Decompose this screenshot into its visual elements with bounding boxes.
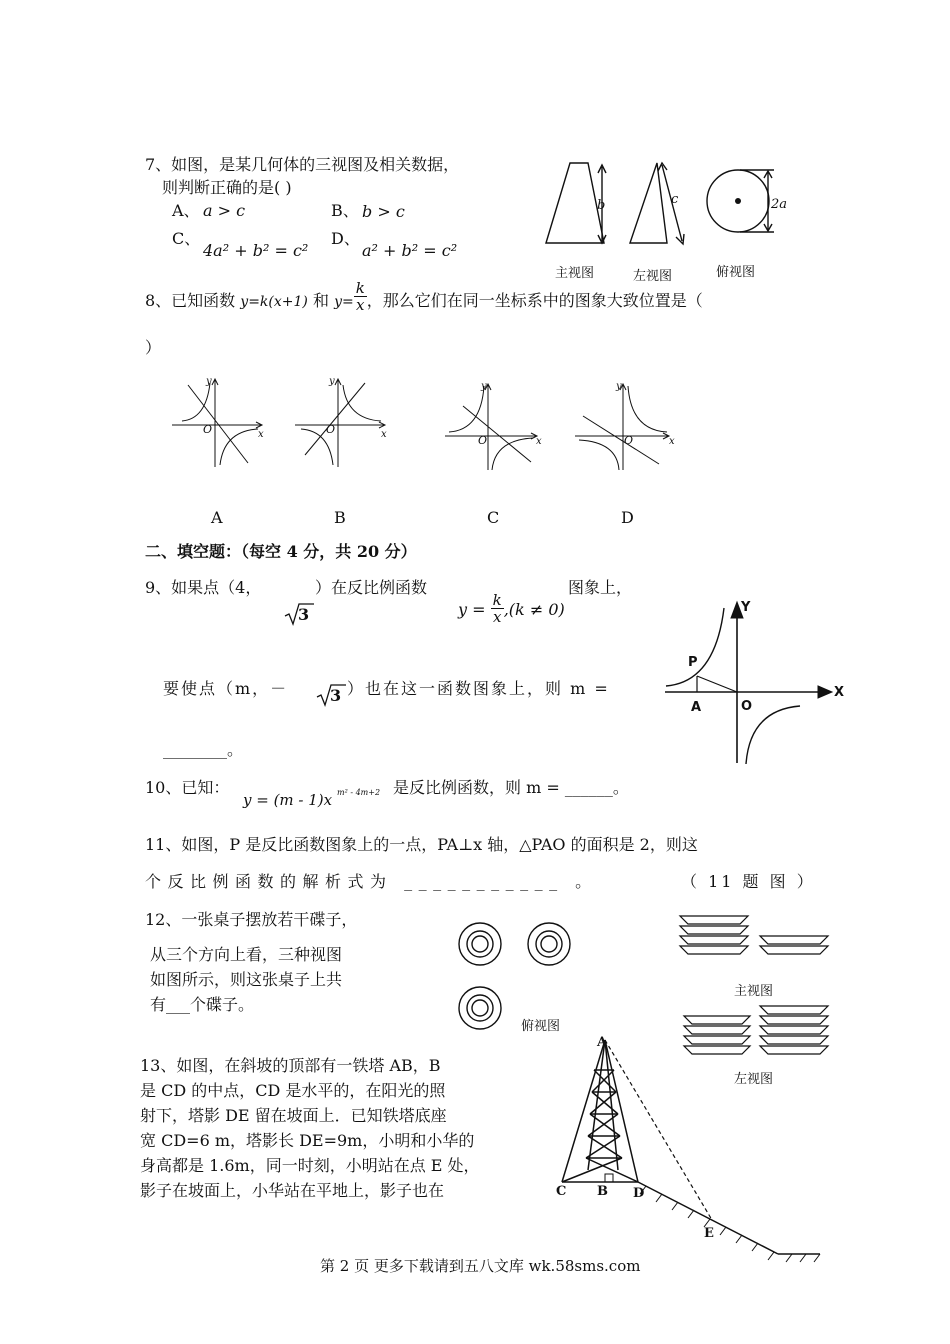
q7-optB-label: B、 xyxy=(331,201,359,220)
q13-fig-A: A xyxy=(597,1035,608,1050)
q8-text-a: 8、已知函数 xyxy=(145,291,241,310)
q8-graph-B xyxy=(293,375,393,470)
q8-text-b: 和 xyxy=(307,291,335,310)
q9-formula-num: k xyxy=(492,591,502,609)
q8-D-x: x xyxy=(669,436,675,447)
q9-formula-fraction xyxy=(491,592,504,625)
main-view-trapezoid xyxy=(546,163,604,243)
q7-line1: 7、如图，是某几何体的三视图及相关数据， xyxy=(145,155,460,174)
q7-view-main-label: 主视图 xyxy=(555,266,595,281)
q7-line2: 则判断正确的是( ) xyxy=(162,178,292,197)
q8-fn1: y=k(x+1) xyxy=(240,294,308,310)
q7-fig-c: c xyxy=(671,192,679,207)
q11-line2: 个反比例函数的解析式为 ___________ 。 xyxy=(145,872,598,891)
page-footer: 第 2 页 更多下载请到五八文库 wk.58sms.com xyxy=(320,1257,641,1275)
q13-fig-B: B xyxy=(597,1184,608,1199)
q8-fn2-num: k xyxy=(355,279,365,297)
q11-fig-O: O xyxy=(741,699,753,714)
q9-line1c: 图象上， xyxy=(568,578,633,597)
q8-line xyxy=(145,279,703,314)
q12-main-view-label: 主视图 xyxy=(734,984,774,999)
q7-optA-label: A、 xyxy=(172,201,200,220)
q8-label-B: B xyxy=(334,508,346,527)
q7-optD: a² + b² = c² xyxy=(362,241,458,260)
q9-formula xyxy=(458,591,565,626)
q11-fig-Y: Y xyxy=(741,600,751,615)
q12-line3: 如图所示，则这张桌子上共 xyxy=(150,970,343,989)
q7-fig-b: b xyxy=(597,198,606,213)
q7-optC-label: C、 xyxy=(172,229,201,248)
q12-line1: 12、一张桌子摆放若干碟子， xyxy=(145,910,358,929)
q13-line4: 宽 CD=6 m，塔影长 DE=9m，小明和小华的 xyxy=(140,1131,475,1150)
q9-line1b: ）在反比例函数 xyxy=(315,578,428,597)
left-view-triangle xyxy=(630,163,667,243)
q11-hyperbola-figure xyxy=(660,598,850,768)
q10-formula: y = (m - 1)x xyxy=(243,791,333,809)
q7-view-left-label: 左视图 xyxy=(633,269,673,284)
q11-fig-note: （ 11 题 图 ） xyxy=(681,872,816,891)
q13-line1: 13、如图，在斜坡的顶部有一铁塔 AB，B xyxy=(140,1056,441,1075)
q8-label-D: D xyxy=(621,508,634,527)
q8-A-origin: O xyxy=(203,423,213,436)
q8-close: ） xyxy=(145,338,162,357)
q7-optD-label: D、 xyxy=(331,229,360,248)
q8-C-x: x xyxy=(536,436,542,447)
q7-view-top-label: 俯视图 xyxy=(716,265,756,280)
q13-fig-D: D xyxy=(633,1186,645,1201)
q8-D-y: y xyxy=(616,381,622,392)
q8-label-C: C xyxy=(487,508,500,527)
q9-formula-den: x xyxy=(492,608,502,626)
q11-fig-X: X xyxy=(834,685,845,700)
q8-graph-C xyxy=(443,378,543,473)
q8-B-y: y xyxy=(329,376,335,387)
q13-line5: 身高都是 1.6m，同一时刻，小明站在点 E 处， xyxy=(140,1156,480,1175)
q13-fig-C: C xyxy=(556,1184,567,1199)
q7-optB: b > c xyxy=(362,202,405,221)
q13-tower-figure xyxy=(550,1030,830,1270)
q9-sqrt3: 3 xyxy=(298,605,310,624)
q10-exponent: m² - 4m+2 xyxy=(337,788,381,797)
q8-D-origin: O xyxy=(624,434,634,447)
q8-C-y: y xyxy=(481,381,487,392)
q11-line1: 11、如图，P 是反比函数图象上的一点，PA⊥x 轴，△PAO 的面积是 2，则这 xyxy=(145,835,698,854)
q8-graph-A xyxy=(170,375,270,470)
q11-fig-A: A xyxy=(691,700,702,715)
q9-line2b: ）也在这一函数图象上，则 m = xyxy=(347,679,610,698)
q12-top-view-label: 俯视图 xyxy=(521,1019,561,1034)
q8-A-y: y xyxy=(206,376,212,387)
top-view-center-dot xyxy=(735,198,741,204)
q8-fn2-den: x xyxy=(356,296,365,314)
q13-line6: 影子在坡面上，小华站在平地上，影子也在 xyxy=(140,1181,445,1200)
q7-three-views-figure xyxy=(540,155,800,265)
q11-fig-P: P xyxy=(688,655,698,670)
q12-line4: 有___个碟子。 xyxy=(150,995,255,1014)
q8-fn2-fraction xyxy=(354,280,367,313)
q9-formula-tail: ,(k ≠ 0) xyxy=(503,600,565,619)
q8-text-c: ，那么它们在同一坐标系中的图象大致位置是（ xyxy=(366,291,703,310)
q7-optA: a > c xyxy=(203,201,246,220)
q8-fn2-lhs: y= xyxy=(334,294,354,310)
section2-title: 二、填空题：（每空 4 分，共 20 分） xyxy=(145,542,417,561)
q7-fig-2a: 2a xyxy=(771,197,788,212)
q7-optC: 4a² + b² = c² xyxy=(203,241,309,260)
q9-sqrt3-2: 3 xyxy=(330,686,342,705)
q12-left-view-label: 左视图 xyxy=(734,1072,774,1087)
q8-A-x: x xyxy=(258,429,264,440)
q9-line2a: 要使点（m，－ xyxy=(163,679,289,698)
q12-top-view-plates xyxy=(455,918,585,1038)
q12-line2: 从三个方向上看，三种视图 xyxy=(150,945,343,964)
q13-fig-E: E xyxy=(704,1226,714,1241)
q8-B-x: x xyxy=(381,429,387,440)
q9-line1a: 9、如果点（4， xyxy=(145,578,262,597)
q8-graph-D xyxy=(573,378,673,473)
q8-B-origin: O xyxy=(326,423,336,436)
q13-line2: 是 CD 的中点，CD 是水平的，在阳光的照 xyxy=(140,1081,446,1100)
q10-suffix: 是反比例函数，则 m = ______。 xyxy=(393,778,629,797)
q8-C-origin: O xyxy=(478,434,488,447)
q10-prefix: 10、已知： xyxy=(145,778,230,797)
q9-line3: ________。 xyxy=(163,740,244,759)
q8-label-A: A xyxy=(211,508,223,527)
q9-formula-lhs: y = xyxy=(458,600,486,619)
q13-line3: 射下，塔影 DE 留在坡面上．已知铁塔底座 xyxy=(140,1106,447,1125)
